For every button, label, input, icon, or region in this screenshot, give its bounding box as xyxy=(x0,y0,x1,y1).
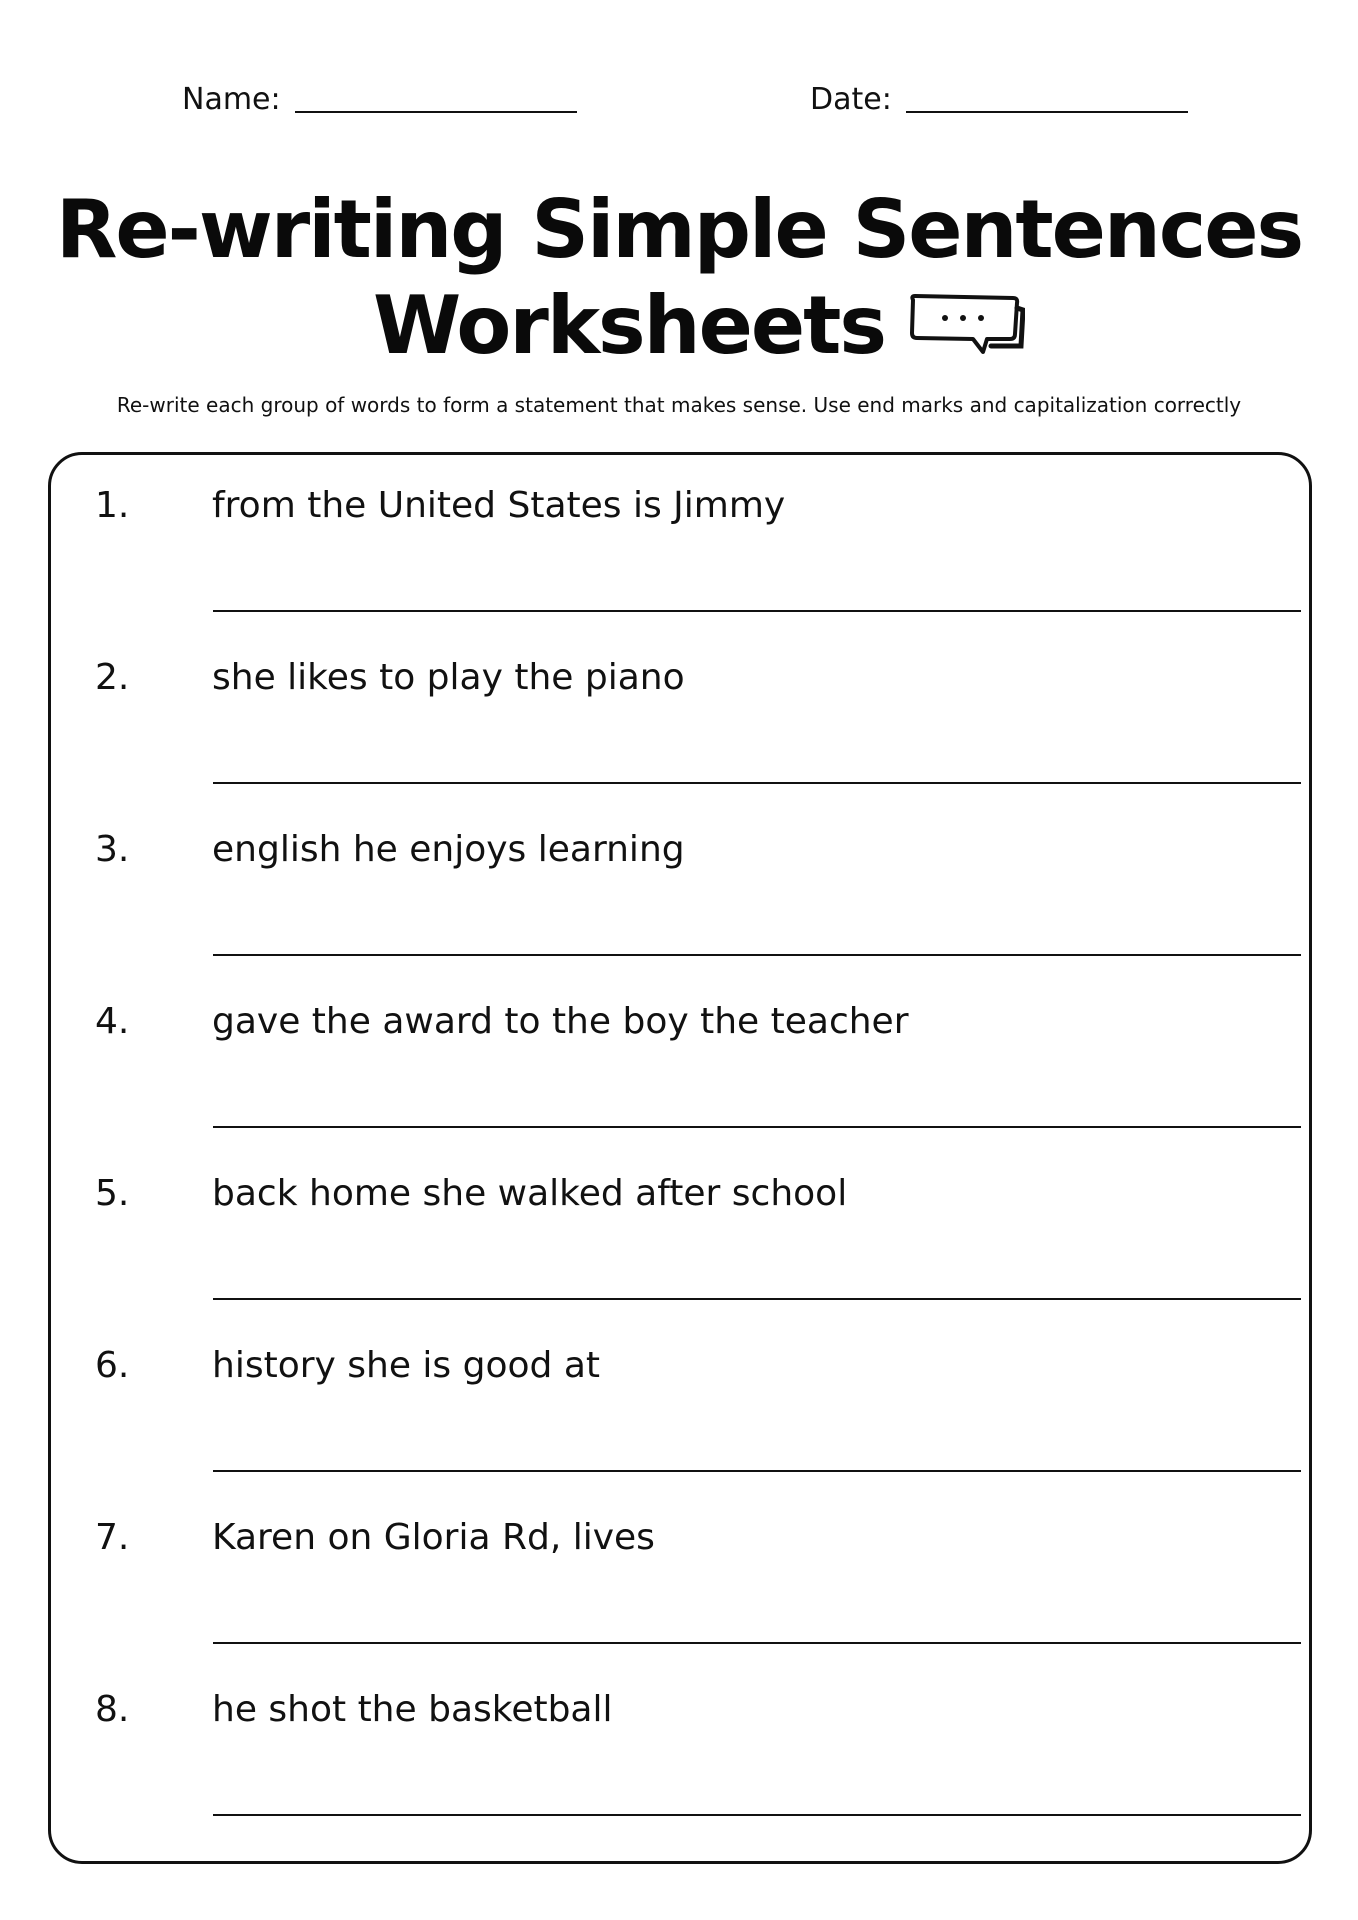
answer-line[interactable] xyxy=(213,1298,1301,1300)
item-prompt: she likes to play the piano xyxy=(212,657,685,698)
speech-bubble-icon xyxy=(905,290,1025,370)
list-item xyxy=(95,1517,1307,1689)
list-item xyxy=(95,657,1307,829)
item-number: 3. xyxy=(95,829,130,870)
date-label: Date: xyxy=(810,82,892,117)
item-number: 1. xyxy=(95,485,130,526)
date-field[interactable] xyxy=(810,82,1188,117)
list-item xyxy=(95,1689,1307,1861)
answer-line[interactable] xyxy=(213,610,1301,612)
instructions-text: Re-write each group of words to form a statement that makes sense. Use end marks and capitalization correctly xyxy=(116,393,1242,417)
list-item xyxy=(95,1173,1307,1345)
list-item xyxy=(95,1345,1307,1517)
list-item xyxy=(95,485,1307,657)
answer-line[interactable] xyxy=(213,954,1301,956)
date-blank-line[interactable] xyxy=(906,111,1188,113)
answer-line[interactable] xyxy=(213,1814,1301,1816)
item-number: 2. xyxy=(95,657,130,698)
answer-line[interactable] xyxy=(213,782,1301,784)
item-number: 7. xyxy=(95,1517,130,1558)
item-prompt: english he enjoys learning xyxy=(212,829,685,870)
item-prompt: from the United States is Jimmy xyxy=(212,485,786,526)
list-item xyxy=(95,829,1307,1001)
item-prompt: he shot the basketball xyxy=(212,1689,613,1730)
header-fields xyxy=(0,82,1358,132)
title-line-2-wrap xyxy=(373,278,1025,374)
answer-line[interactable] xyxy=(213,1470,1301,1472)
item-number: 8. xyxy=(95,1689,130,1730)
answer-line[interactable] xyxy=(213,1642,1301,1644)
list-item xyxy=(95,1001,1307,1173)
item-number: 5. xyxy=(95,1173,130,1214)
item-number: 6. xyxy=(95,1345,130,1386)
answer-line[interactable] xyxy=(213,1126,1301,1128)
item-prompt: gave the award to the boy the teacher xyxy=(212,1001,909,1042)
item-prompt: Karen on Gloria Rd, lives xyxy=(212,1517,655,1558)
name-field[interactable] xyxy=(182,82,577,117)
name-blank-line[interactable] xyxy=(295,111,577,113)
item-number: 4. xyxy=(95,1001,130,1042)
title-line-2: Worksheets xyxy=(373,279,885,372)
name-label: Name: xyxy=(182,82,281,117)
page-title xyxy=(0,182,1358,374)
item-prompt: back home she walked after school xyxy=(212,1173,848,1214)
item-prompt: history she is good at xyxy=(212,1345,601,1386)
title-line-1: Re-writing Simple Sentences xyxy=(55,183,1303,276)
exercise-card xyxy=(48,452,1312,1864)
